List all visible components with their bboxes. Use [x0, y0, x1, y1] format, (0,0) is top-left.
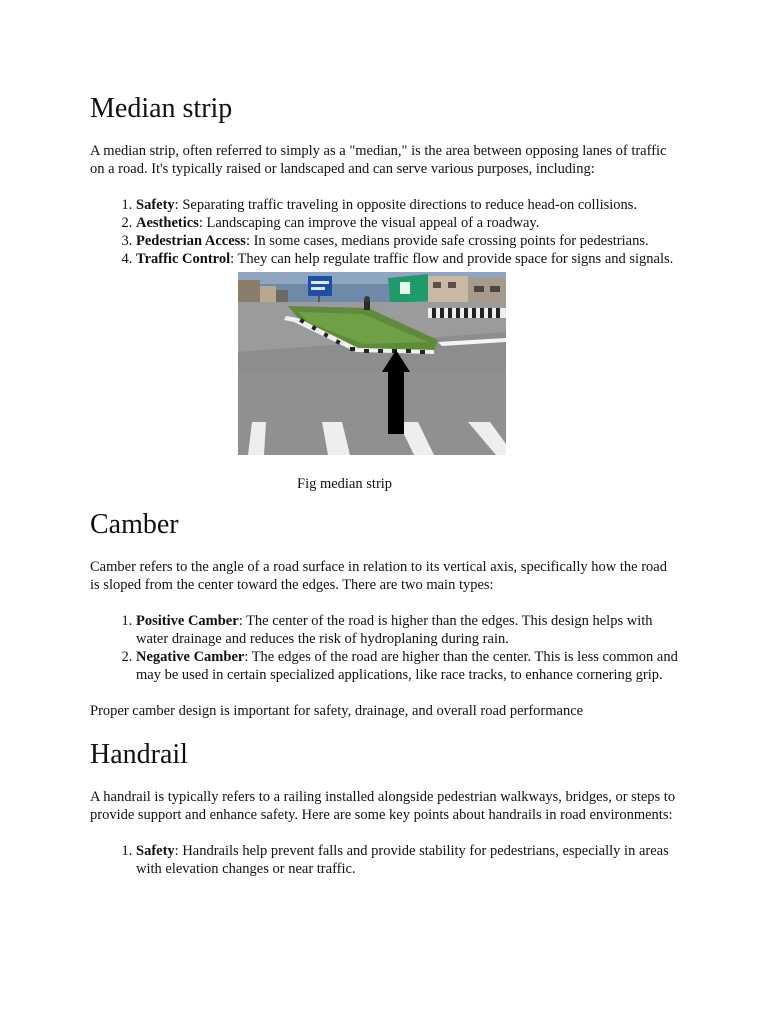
- figure-caption: Fig median strip: [297, 476, 393, 492]
- camber-intro: Camber refers to the angle of a road surface in relation to its vertical axis, specifically how the road is sloped from the center toward the edges. There are two main types:: [90, 559, 667, 593]
- list-item: [136, 214, 680, 232]
- heading-median-strip: Median strip: [90, 93, 233, 124]
- list-item-term: Negative Camber: [136, 649, 245, 665]
- camber-closing: Proper camber design is important for safety, drainage, and overall road performance: [90, 703, 584, 719]
- heading-handrail: Handrail: [90, 739, 188, 770]
- list-item-text: : The center of the road is higher than the edges. This design helps with water drainage and reduces the risk of hydroplaning during rain.: [136, 613, 653, 647]
- list-item-text: : They can help regulate traffic flow and provide space for signs and signals.: [230, 251, 674, 267]
- list-item-term: Aesthetics: [136, 215, 199, 231]
- list-item-text: : Handrails help prevent falls and provide stability for pedestrians, especially in areas with elevation changes or near traffic.: [136, 843, 669, 877]
- list-item: [136, 612, 680, 648]
- list-item-text: : Landscaping can improve the visual appeal of a roadway.: [198, 215, 540, 231]
- median-strip-illustration: [238, 272, 506, 455]
- list-item: [136, 250, 680, 268]
- list-item: [136, 842, 680, 878]
- list-item-term: Pedestrian Access: [136, 233, 246, 249]
- handrail-intro: A handrail is typically refers to a railing installed alongside pedestrian walkways, bridges, or steps to provide support and enhance safety. Here are some key points about handrails in road environments:: [90, 789, 676, 823]
- document-content: [90, 92, 680, 896]
- median-strip-photo: [238, 272, 506, 455]
- median-intro: A median strip, often referred to simply as a "median," is the area between opposing lanes of traffic on a road. It's typically raised or landscaped and can serve various purposes, including:: [90, 143, 667, 177]
- handrail-list: [90, 842, 680, 878]
- list-item-text: : Separating traffic traveling in opposite directions to reduce head-on collisions.: [174, 197, 638, 213]
- list-item-term: Positive Camber: [136, 613, 239, 629]
- list-item-text: : The edges of the road are higher than the center. This is less common and may be used in certain specialized applications, like race tracks, to enhance cornering grip.: [136, 649, 678, 683]
- median-list: [90, 196, 680, 268]
- list-item: [136, 648, 680, 684]
- median-figure: [90, 272, 680, 498]
- heading-camber: Camber: [90, 509, 179, 540]
- list-item: [136, 196, 680, 214]
- list-item-term: Safety: [136, 197, 175, 213]
- list-item-term: Safety: [136, 843, 175, 859]
- list-item-term: Traffic Control: [136, 251, 231, 267]
- list-item: [136, 232, 680, 250]
- camber-list: [90, 612, 680, 684]
- list-item-text: : In some cases, medians provide safe crossing points for pedestrians.: [245, 233, 649, 249]
